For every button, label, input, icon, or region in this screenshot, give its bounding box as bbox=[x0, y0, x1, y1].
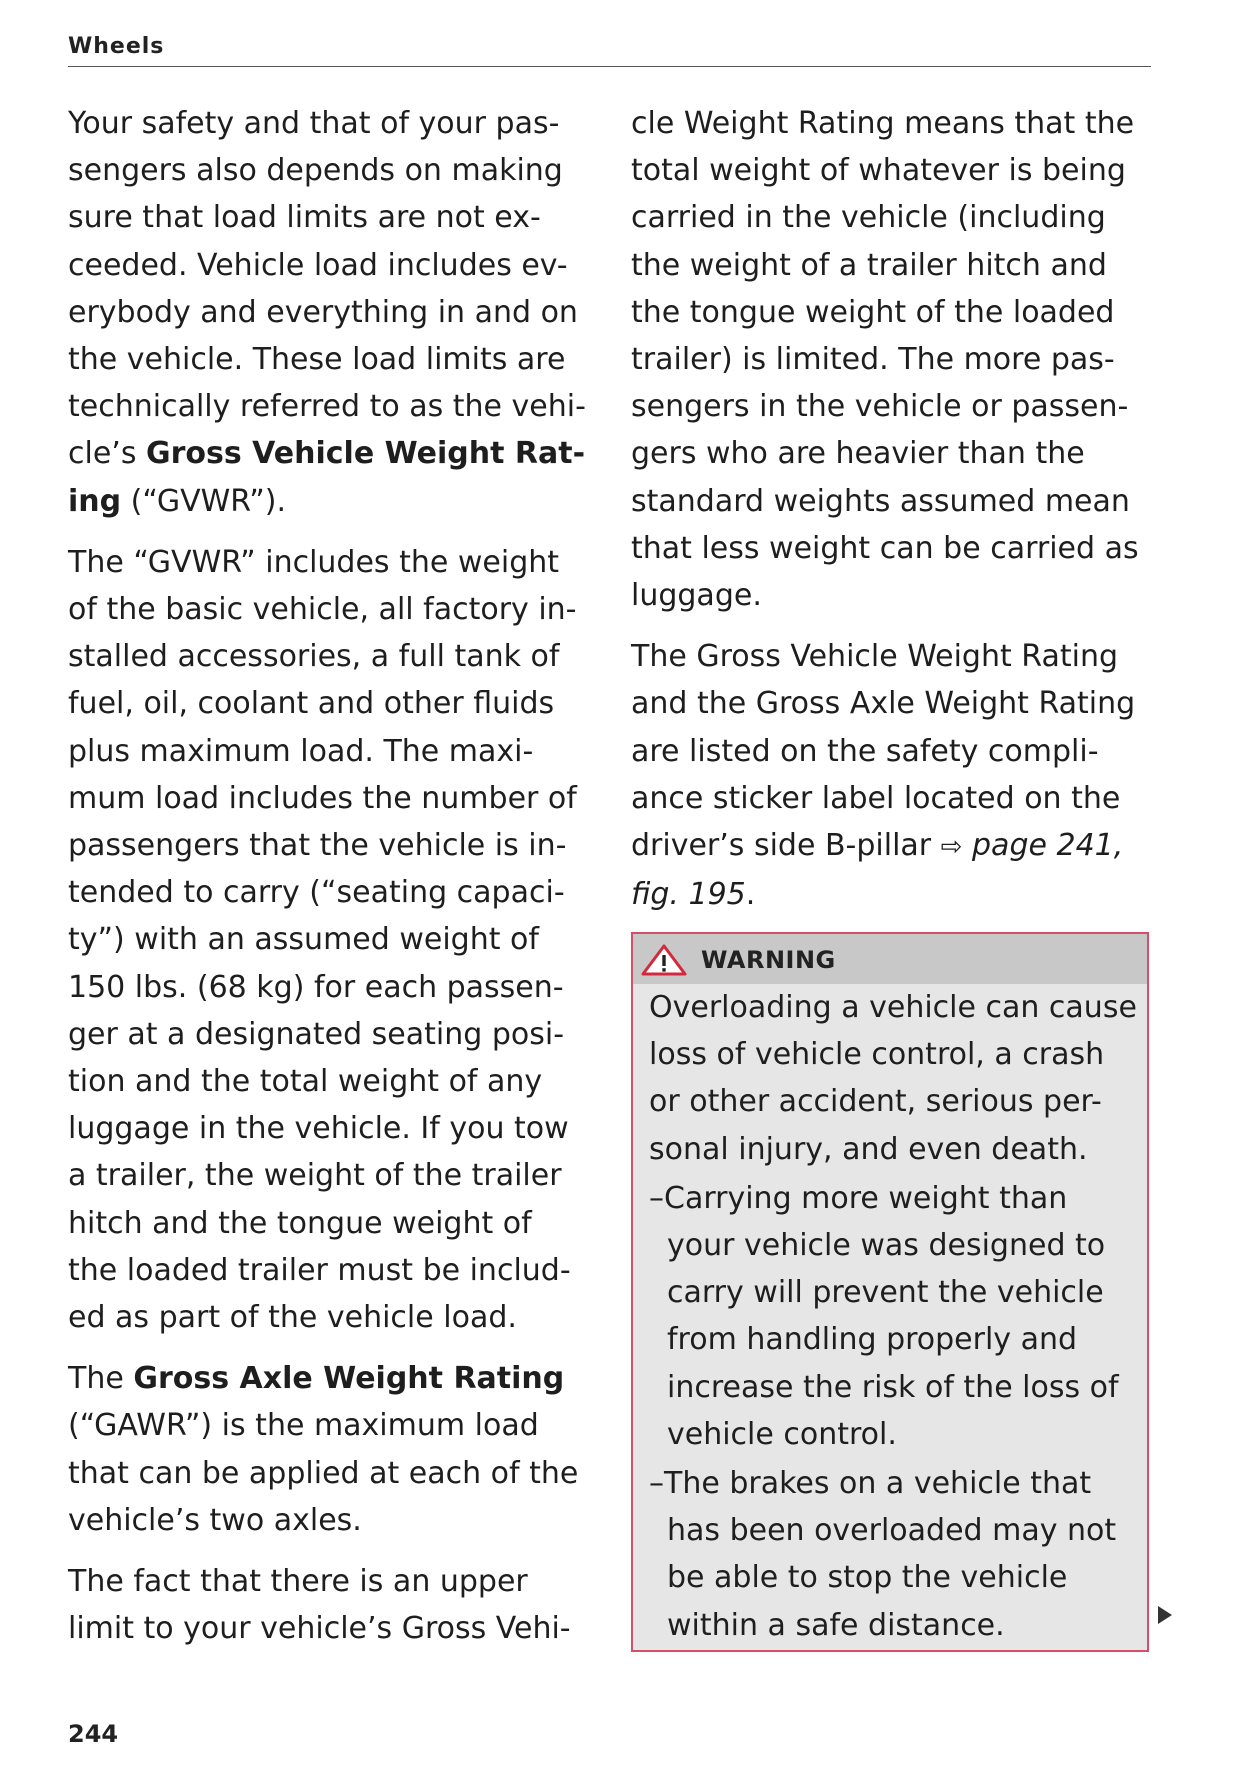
text-line: ed as part of the vehicle load. bbox=[68, 1300, 517, 1336]
gvwr-term: ing bbox=[68, 483, 122, 519]
header-divider bbox=[68, 66, 1151, 67]
text-line bbox=[631, 822, 1151, 871]
text-line: loss of vehicle control, a crash bbox=[649, 1037, 1105, 1073]
text-run: driver’s side B-pillar bbox=[631, 828, 941, 864]
text-line: Your safety and that of your pas- bbox=[68, 106, 560, 141]
text-line: are listed on the safety compli- bbox=[631, 733, 1099, 769]
text-line: total weight of whatever is being bbox=[631, 153, 1126, 189]
page-number: 244 bbox=[68, 1720, 119, 1748]
text-line: passengers that the vehicle is in- bbox=[68, 828, 567, 864]
text-line bbox=[68, 478, 598, 525]
text-line: 150 lbs. (68 kg) for each passen- bbox=[68, 969, 564, 1005]
continued-arrow-icon bbox=[1158, 1606, 1172, 1624]
text-line: of the basic vehicle, all factory in- bbox=[68, 592, 577, 628]
text-run: . bbox=[745, 877, 756, 913]
page-reference-link[interactable]: page 241, bbox=[972, 828, 1124, 864]
text-line: stalled accessories, a full tank of bbox=[68, 639, 560, 675]
text-line: technically referred to as the vehi- bbox=[68, 389, 586, 425]
warning-intro bbox=[649, 984, 1147, 1173]
text-line: (“GAWR”) is the maximum load bbox=[68, 1408, 539, 1444]
text-line: cle Weight Rating means that the bbox=[631, 106, 1135, 141]
text-line: trailer) is limited. The more pas- bbox=[631, 342, 1115, 378]
text-line: tended to carry (“seating capaci- bbox=[68, 875, 565, 911]
text-line: ance sticker label located on the bbox=[631, 780, 1121, 816]
text-line: ty”) with an assumed weight of bbox=[68, 922, 539, 958]
text-line: vehicle control. bbox=[667, 1416, 897, 1452]
text-line: the loaded trailer must be includ- bbox=[68, 1252, 571, 1288]
paragraph-gawr bbox=[68, 1355, 598, 1544]
text-line: sonal injury, and even death. bbox=[649, 1131, 1088, 1167]
figure-reference-link[interactable]: fig. 195 bbox=[631, 877, 746, 913]
text-line: erybody and everything in and on bbox=[68, 294, 578, 330]
text-line: the weight of a trailer hitch and bbox=[631, 247, 1107, 283]
text-line: The Gross Vehicle Weight Rating bbox=[631, 639, 1119, 675]
paragraph-weight-limited bbox=[631, 100, 1151, 619]
section-header: Wheels bbox=[68, 34, 165, 59]
text-line: fuel, oil, coolant and other fluids bbox=[68, 686, 555, 722]
text-line: The “GVWR” includes the weight bbox=[68, 544, 560, 580]
paragraph-load-limits bbox=[68, 100, 598, 525]
text-line: a trailer, the weight of the trailer bbox=[68, 1158, 562, 1194]
text-line: gers who are heavier than the bbox=[631, 436, 1085, 472]
text-line: plus maximum load. The maxi- bbox=[68, 733, 534, 769]
text-line: luggage in the vehicle. If you tow bbox=[68, 1111, 569, 1147]
text-line: has been overloaded may not bbox=[667, 1513, 1117, 1549]
text-line: that can be applied at each of the bbox=[68, 1455, 579, 1491]
text-line: sure that load limits are not ex- bbox=[68, 200, 541, 236]
text-line: vehicle’s two axles. bbox=[68, 1502, 362, 1538]
text-line: sengers also depends on making bbox=[68, 153, 563, 189]
text-line: from handling properly and bbox=[667, 1322, 1078, 1358]
warning-body bbox=[633, 984, 1147, 1649]
warning-triangle-icon bbox=[641, 944, 687, 976]
gvwr-term: Gross Vehicle Weight Rat- bbox=[146, 436, 586, 472]
text-run: (“GVWR”). bbox=[121, 483, 286, 519]
text-line: carry will prevent the vehicle bbox=[667, 1275, 1104, 1311]
text-line: ceeded. Vehicle load includes ev- bbox=[68, 247, 568, 283]
text-line: the vehicle. These load limits are bbox=[68, 342, 566, 378]
text-line: carried in the vehicle (including bbox=[631, 200, 1106, 236]
text-line: the tongue weight of the loaded bbox=[631, 294, 1115, 330]
text-run: cle’s bbox=[68, 436, 146, 472]
text-line: –Carrying more weight than bbox=[649, 1180, 1068, 1216]
text-line: ger at a designated seating posi- bbox=[68, 1016, 565, 1052]
text-line: –The brakes on a vehicle that bbox=[649, 1466, 1092, 1502]
text-line: tion and the total weight of any bbox=[68, 1064, 543, 1100]
text-line: and the Gross Axle Weight Rating bbox=[631, 686, 1136, 722]
text-line: mum load includes the number of bbox=[68, 780, 577, 816]
text-line: your vehicle was designed to bbox=[667, 1228, 1106, 1264]
paragraph-upper-limit bbox=[68, 1558, 598, 1652]
text-line bbox=[68, 430, 598, 477]
warning-header bbox=[633, 934, 1147, 984]
text-line: sengers in the vehicle or passen- bbox=[631, 389, 1129, 425]
warning-box bbox=[631, 932, 1149, 1652]
text-run: The bbox=[68, 1361, 134, 1397]
text-line: luggage. bbox=[631, 578, 762, 614]
text-line: be able to stop the vehicle bbox=[667, 1560, 1068, 1596]
warning-bullet bbox=[649, 1460, 1147, 1649]
text-line: The fact that there is an upper bbox=[68, 1564, 528, 1600]
gawr-term: Gross Axle Weight Rating bbox=[133, 1361, 565, 1397]
text-line: standard weights assumed mean bbox=[631, 483, 1130, 519]
text-line: hitch and the tongue weight of bbox=[68, 1205, 532, 1241]
warning-bullet bbox=[649, 1175, 1147, 1458]
text-line: that less weight can be carried as bbox=[631, 530, 1139, 566]
paragraph-sticker-label bbox=[631, 633, 1151, 918]
text-line: within a safe distance. bbox=[667, 1607, 1005, 1643]
text-line: Overloading a vehicle can cause bbox=[649, 990, 1137, 1025]
text-line bbox=[631, 871, 1151, 918]
paragraph-gvwr bbox=[68, 539, 598, 1341]
text-line: increase the risk of the loss of bbox=[667, 1369, 1119, 1405]
warning-title: WARNING bbox=[701, 946, 836, 974]
cross-reference-arrow-icon: ⇨ bbox=[940, 832, 963, 863]
left-column bbox=[68, 100, 598, 1667]
text-line: or other accident, serious per- bbox=[649, 1084, 1102, 1120]
right-column bbox=[631, 100, 1151, 932]
text-line bbox=[68, 1355, 598, 1402]
text-line: limit to your vehicle’s Gross Vehi- bbox=[68, 1611, 571, 1647]
